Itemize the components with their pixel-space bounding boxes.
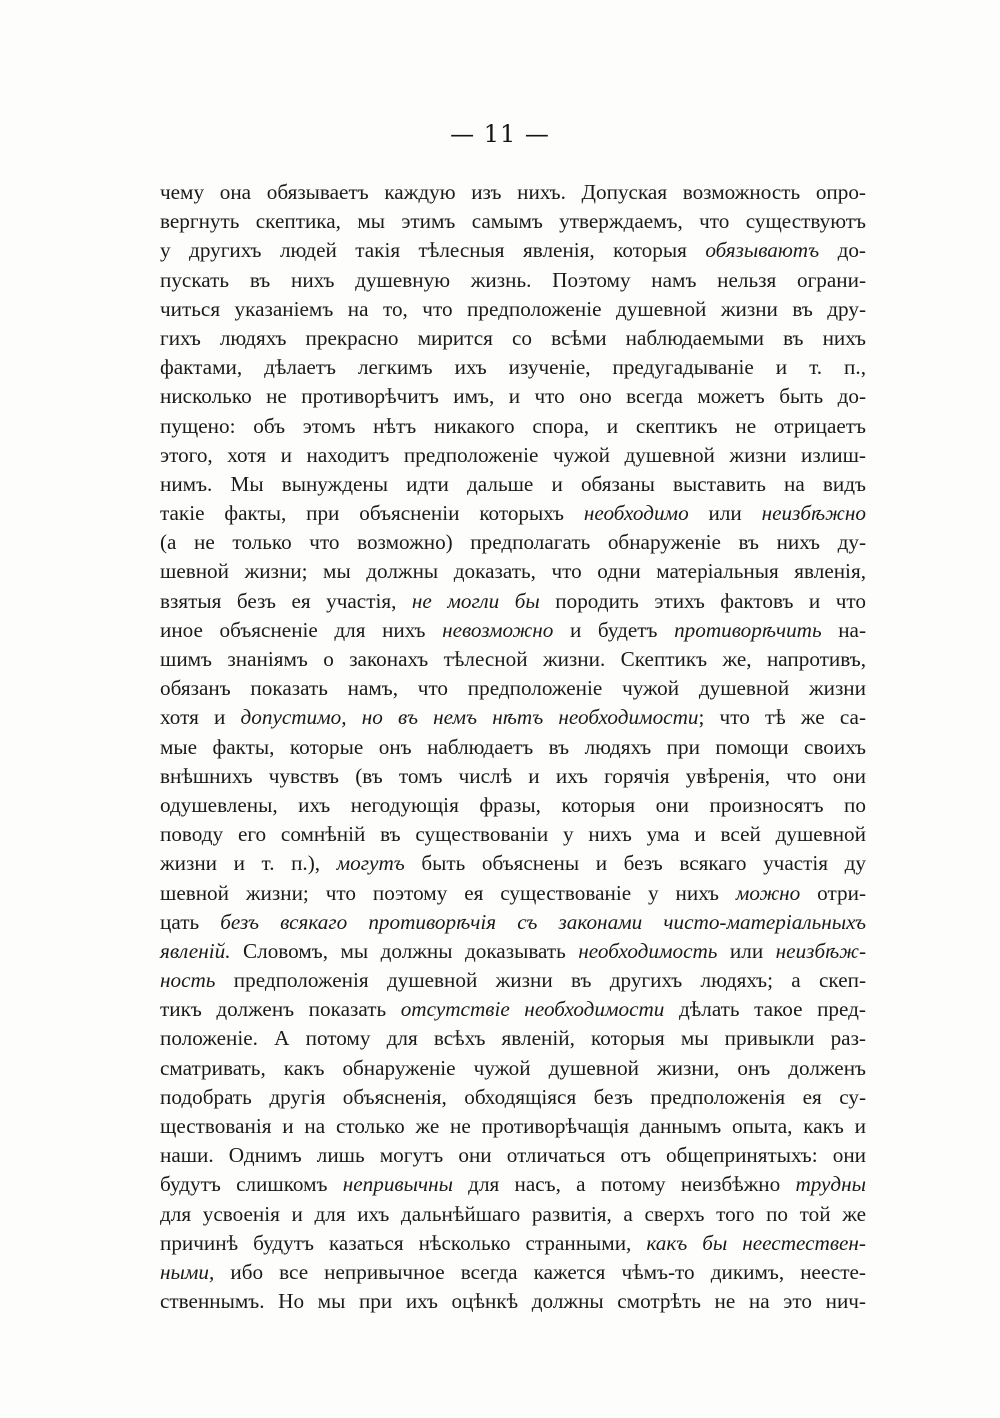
text-line xyxy=(160,528,866,557)
italic-text: какъ бы неестествен- xyxy=(646,1230,866,1255)
text-line xyxy=(160,762,866,791)
text-segment: до- xyxy=(819,238,866,263)
text-segment: нисколько не противорѣчитъ имъ, и что оно всегда можетъ быть до- xyxy=(160,384,866,409)
text-line xyxy=(160,674,866,703)
text-segment: нимъ. Мы вынуждены идти дальше и обязаны выставить на видъ xyxy=(160,471,866,496)
text-segment: у другихъ людей такія тѣлесныя явленія, которыя xyxy=(160,238,706,263)
text-segment: тикъ долженъ показать xyxy=(160,997,401,1022)
italic-text: противорѣчить xyxy=(674,617,822,642)
text-segment: для насъ, а потому неизбѣжно xyxy=(452,1172,796,1197)
italic-text: трудны xyxy=(795,1172,866,1197)
text-segment: такіе факты, при объясненіи которыхъ xyxy=(160,501,584,526)
text-segment: мые факты, которые онъ наблюдаетъ въ людяхъ при помощи своихъ xyxy=(160,734,866,759)
text-segment: или xyxy=(688,501,762,526)
text-line xyxy=(160,236,866,265)
text-line xyxy=(160,382,866,411)
text-line xyxy=(160,1083,866,1112)
text-line xyxy=(160,1229,866,1258)
italic-text: безъ всякаго противорѣчія съ законами чисто-матеріальныхъ xyxy=(220,909,866,934)
italic-text: ность xyxy=(160,968,216,993)
italic-text: допустимо, но въ немъ нѣтъ необходимости xyxy=(240,705,699,730)
text-segment: ществованія и на столько же не противорѣчащія даннымъ опыта, какъ и xyxy=(160,1114,866,1138)
italic-text: явленій. xyxy=(160,938,231,963)
text-line xyxy=(160,733,866,762)
text-line xyxy=(160,1170,866,1199)
text-line xyxy=(160,937,866,966)
text-segment: дѣлать такое пред- xyxy=(664,997,866,1022)
italic-text: можно xyxy=(735,880,801,905)
text-segment: взятыя безъ ея участія, xyxy=(160,588,412,613)
text-line xyxy=(160,879,866,908)
text-line xyxy=(160,178,866,207)
text-line xyxy=(160,820,866,849)
text-segment: подобрать другія объясненія, обходящіяся безъ предположенія ея су- xyxy=(160,1084,866,1109)
text-line xyxy=(160,1200,866,1229)
text-segment: гихъ людяхъ прекрасно мирится со всѣми наблюдаемыми въ нихъ xyxy=(160,325,866,350)
text-segment: чему она обязываетъ каждую изъ нихъ. Допуская возможность опро- xyxy=(160,180,866,204)
text-line xyxy=(160,1054,866,1083)
text-segment: причинѣ будутъ казаться нѣсколько странными, xyxy=(160,1230,647,1255)
text-segment: сматривать, какъ обнаруженіе чужой душевной жизни, онъ долженъ xyxy=(160,1055,866,1080)
text-line xyxy=(160,557,866,586)
text-line xyxy=(160,908,866,937)
italic-text: ными, xyxy=(160,1259,215,1284)
text-segment: ; что тѣ же са- xyxy=(698,705,867,730)
text-segment: будутъ слишкомъ xyxy=(160,1172,343,1197)
text-line xyxy=(160,266,866,295)
text-line xyxy=(160,587,866,616)
italic-text: необходимость xyxy=(578,938,718,963)
text-line xyxy=(160,1024,866,1053)
text-segment: ибо все непривычное всегда кажется чѣмъ-то дикимъ, неесте- xyxy=(214,1259,866,1284)
italic-text: могутъ xyxy=(336,851,405,876)
text-segment: цать xyxy=(160,909,221,934)
text-segment: предположенія душевной жизни въ другихъ людяхъ; а скеп- xyxy=(215,968,866,993)
text-segment: породить этихъ фактовъ и что xyxy=(539,588,866,613)
text-segment: пущено: объ этомъ нѣтъ никакого спора, и скептикъ не отрицаетъ xyxy=(160,413,866,438)
text-line xyxy=(160,966,866,995)
text-line xyxy=(160,441,866,470)
italic-text: неизбѣжно xyxy=(761,501,866,526)
italic-text: не могли бы xyxy=(411,588,540,613)
text-segment: читься указаніемъ на то, что предположеніе душевной жизни въ дру- xyxy=(160,296,866,321)
italic-text: отсутствіе необходимости xyxy=(400,997,665,1022)
text-line xyxy=(160,703,866,732)
text-line xyxy=(160,616,866,645)
text-line xyxy=(160,324,866,353)
text-line xyxy=(160,1112,866,1141)
text-segment: и будетъ xyxy=(553,617,675,642)
text-line xyxy=(160,995,866,1024)
text-line xyxy=(160,499,866,528)
text-segment: положеніе. А потому для всѣхъ явленій, которыя мы привыкли раз- xyxy=(160,1026,866,1051)
text-line xyxy=(160,470,866,499)
body-text xyxy=(160,178,866,1316)
page-number: — 11 — xyxy=(450,120,550,148)
text-segment: быть объяснены и безъ всякаго участія ду xyxy=(404,851,866,876)
text-line xyxy=(160,295,866,324)
text-segment: (а не только что возможно) предполагать обнаруженіе въ нихъ ду- xyxy=(160,530,866,555)
text-segment: вергнуть скептика, мы этимъ самымъ утверждаемъ, что существуютъ xyxy=(160,209,866,234)
text-segment: одушевлены, ихъ негодующія фразы, которыя они произносятъ по xyxy=(160,792,866,817)
text-segment: обязанъ показать намъ, что предположеніе чужой душевной жизни xyxy=(160,676,866,701)
text-segment: шевной жизни; что поэтому ея существованіе у нихъ xyxy=(160,880,736,905)
italic-text: необходимо xyxy=(583,501,689,526)
text-segment: или xyxy=(717,938,776,963)
text-line xyxy=(160,353,866,382)
text-line xyxy=(160,207,866,236)
text-line xyxy=(160,1141,866,1170)
italic-text: невозможно xyxy=(442,617,554,642)
text-line xyxy=(160,645,866,674)
text-segment: Словомъ, мы должны доказывать xyxy=(230,938,579,963)
italic-text: непривычны xyxy=(342,1172,453,1197)
text-segment: внѣшнихъ чувствъ (въ томъ числѣ и ихъ горячія увѣренія, что они xyxy=(160,763,866,788)
text-segment: наши. Однимъ лишь могутъ они отличаться отъ общепринятыхъ: они xyxy=(160,1143,866,1168)
text-line xyxy=(160,1287,866,1316)
text-segment: отри- xyxy=(800,880,866,905)
italic-text: обязываютъ xyxy=(705,238,820,263)
text-segment: поводу его сомнѣній въ существованіи у нихъ ума и всей душевной xyxy=(160,822,866,847)
text-segment: для усвоенія и для ихъ дальнѣйшаго развитія, а сверхъ того по той же xyxy=(160,1201,866,1226)
text-segment: жизни и т. п.), xyxy=(160,851,337,876)
text-line xyxy=(160,849,866,878)
text-segment: фактами, дѣлаетъ легкимъ ихъ изученіе, предугадываніе и т. п., xyxy=(160,355,866,380)
text-segment: шимъ знаніямъ о законахъ тѣлесной жизни. Скептикъ же, напротивъ, xyxy=(160,647,866,671)
italic-text: неизбѣж- xyxy=(775,938,866,963)
text-segment: иное объясненіе для нихъ xyxy=(160,617,443,642)
text-segment: этого, хотя и находитъ предположеніе чужой душевной жизни излиш- xyxy=(160,442,866,467)
text-line xyxy=(160,1258,866,1287)
text-segment: на- xyxy=(821,617,866,642)
text-segment: пускать въ нихъ душевную жизнь. Поэтому намъ нельзя ограни- xyxy=(160,267,866,292)
text-line xyxy=(160,791,866,820)
text-segment: ственнымъ. Но мы при ихъ оцѣнкѣ должны смотрѣть не на это нич- xyxy=(160,1289,866,1314)
text-line xyxy=(160,412,866,441)
text-segment: хотя и xyxy=(160,705,241,730)
text-segment: шевной жизни; мы должны доказать, что одни матеріальныя явленія, xyxy=(160,559,866,584)
